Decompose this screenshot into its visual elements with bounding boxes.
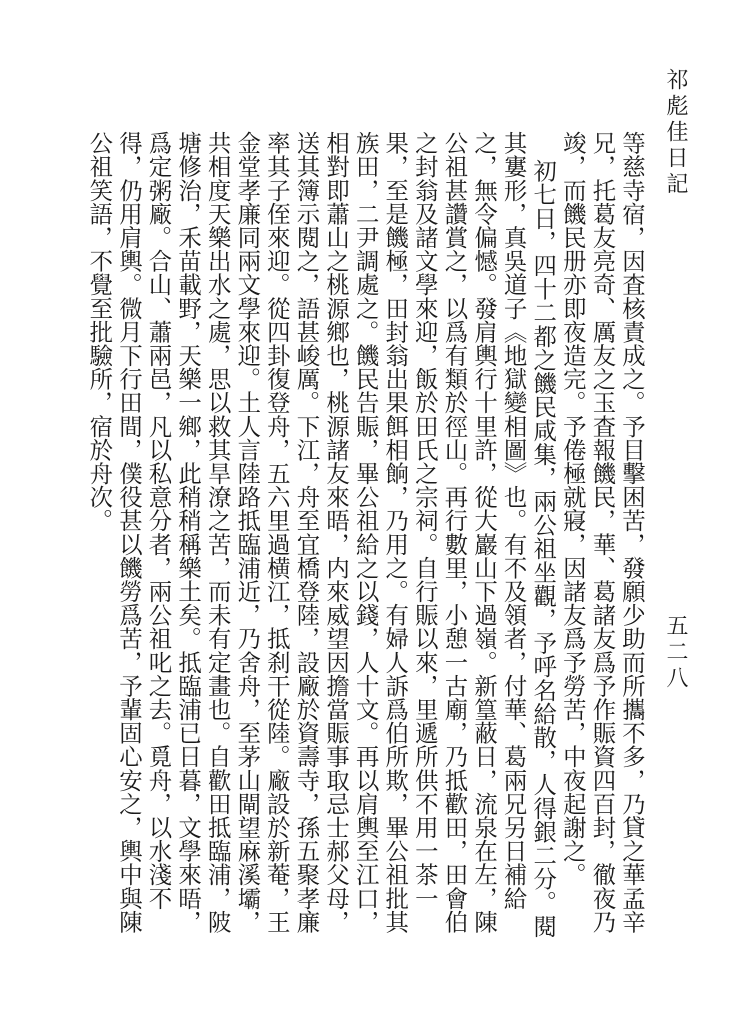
page-number: 五二八 <box>663 614 688 692</box>
paragraph-day-seven: 初七日，四十二都之饑民咸集，兩公祖坐觀，予呼名給散，人得銀二分。閱其寠形，真吳道子《地獄變相圖》也。有不及領者，付華、葛兩兄另日補給之，無令偏憾。發肩輿行十里許，從大巖山下過嶺。新篁蔽日，流泉在左，陳公祖甚讚賞之，以爲有類於徑山。再行數里，小憩一古廟，乃抵歡田，田會伯之封翁及諸文學來迎，飯於田氏之宗祠。自行賑以來，里遞所供不用一茶一果，至是饑極，田封翁出果餌相餉，乃用之。有婦人訴爲伯所欺，畢公祖批其族田，二尹調處之。饑民告賑，畢公祖給之以錢，人十文。再以肩輿至江口，相對即蕭山之桃源鄉也，桃源諸友來晤，内來威望因擔當賑事取忌士郝父母，送其簿示閱之，語甚峻厲。下江，舟至宜橋登陸，設廠於資壽寺，孫五聚孝廉率其子侄來迎。從四卦復登舟，五六里過横江，抵刹干從陸。廠設於新菴，王金堂孝廉同兩文學來迎。土人言陸路抵臨浦近，乃舍舟，至茅山閘望麻溪壩，共相度天樂出水之處，思以救其旱潦之苦，而未有定畫也。自歡田抵臨浦，陂塘修治，禾苗載野，天樂一鄉，此稍稍稱樂土矣。抵臨浦已日暮，文學來晤，爲定粥廠。合山、蕭兩邑，凡以私意分者，兩公祖叱之去。覓舟，以水淺不得，仍用肩輿。微月下行田間，僕役甚以饑勞爲苦，予輩固心安之，輿中與陳公祖笑語，不覺至批驗所，宿於舟次。 <box>85 131 558 938</box>
paragraph-continuation: 等慈寺宿，因査核責成之。予目擊困苦，發願少助而所攜不多，乃貸之華孟辛兄，托葛友亮奇、厲友之玉査報饑民，華、葛諸友爲予作賑資四百封，徹夜乃竣，而饑民册亦即夜造完。予倦極就寢，因諸友爲予勞苦，中夜起謝之。 <box>558 131 646 934</box>
main-text <box>66 131 646 951</box>
book-title: 祁彪佳日記 <box>663 68 688 198</box>
